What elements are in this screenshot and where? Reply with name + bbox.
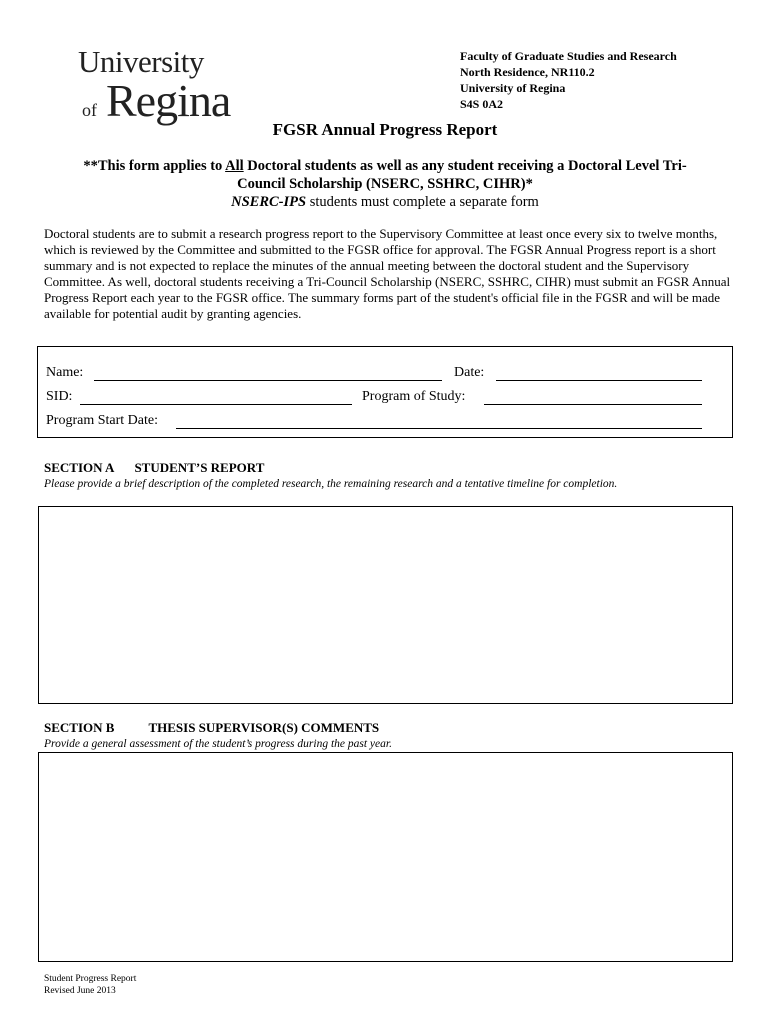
start-date-field[interactable]: [176, 428, 702, 429]
page-title: FGSR Annual Progress Report: [272, 120, 498, 139]
ips-notice: [0, 194, 770, 211]
section-b-title: THESIS SUPERVISOR(S) COMMENTS: [148, 720, 380, 735]
name-label: Name:: [46, 365, 84, 380]
applies-pre: **This form applies to: [83, 158, 226, 174]
supervisor-comments-box[interactable]: [38, 752, 733, 962]
instructions-paragraph: Doctoral students are to submit a research progress report to the Supervisory Committee at least once every six to twelve months, which is reviewed by the Committee and submitted to the FGSR office for approval. The FGSR Annual Progress report is a short summary and is not expected to replace the minutes of the annual meeting between the doctoral student and the Supervisory Committee. As well, doctoral students receiving a Tri-Council Scholarship (NSERC, SSHRC, CIHR) must submit an FGSR Annual Progress Report each year to the FGSR office. The summary forms part of the student's official file in the FGSR and will be made available for potential audit by granting agencies.: [44, 226, 731, 321]
section-b-label: SECTION B: [44, 720, 115, 735]
section-a-heading: [44, 460, 264, 476]
footer: [44, 973, 136, 997]
university-logo: [78, 44, 231, 126]
address-line: S4S 0A2: [460, 97, 504, 111]
ips-rest: students must complete a separate form: [306, 194, 539, 210]
logo-university: University: [78, 44, 204, 79]
logo-regina: Regina: [106, 75, 231, 126]
address-line: Faculty of Graduate Studies and Research: [460, 49, 677, 63]
ips-bold: NSERC-IPS: [231, 194, 307, 210]
section-a-instructions: Please provide a brief description of the completed research, the remaining research and a tentative timeline for completion.: [44, 478, 618, 490]
sid-field[interactable]: [80, 404, 352, 405]
section-b-instructions: Provide a general assessment of the student’s progress during the past year.: [44, 738, 392, 750]
student-info-box: [37, 346, 733, 438]
program-label: Program of Study:: [362, 389, 466, 404]
date-label: Date:: [454, 365, 485, 380]
applies-all: All: [225, 158, 244, 174]
date-field[interactable]: [496, 380, 702, 381]
section-a-title: STUDENT’S REPORT: [134, 460, 265, 475]
footer-line: Revised June 2013: [44, 986, 116, 996]
applies-post: Doctoral students as well as any student receiving a Doctoral Level Tri-Council Scholarship (NSERC, SSHRC, CIHR)*: [237, 158, 687, 192]
student-report-box[interactable]: [38, 506, 733, 704]
address-line: University of Regina: [460, 81, 566, 95]
start-date-label: Program Start Date:: [46, 413, 158, 428]
applies-notice: [60, 157, 710, 193]
section-a-label: SECTION A: [44, 460, 115, 475]
program-field[interactable]: [484, 404, 702, 405]
sid-label: SID:: [46, 389, 73, 404]
faculty-address: [460, 48, 677, 112]
address-line: North Residence, NR110.2: [460, 65, 595, 79]
footer-line: Student Progress Report: [44, 974, 137, 984]
name-field[interactable]: [94, 380, 442, 381]
logo-of: of: [82, 100, 97, 120]
section-b-heading: [44, 720, 379, 736]
